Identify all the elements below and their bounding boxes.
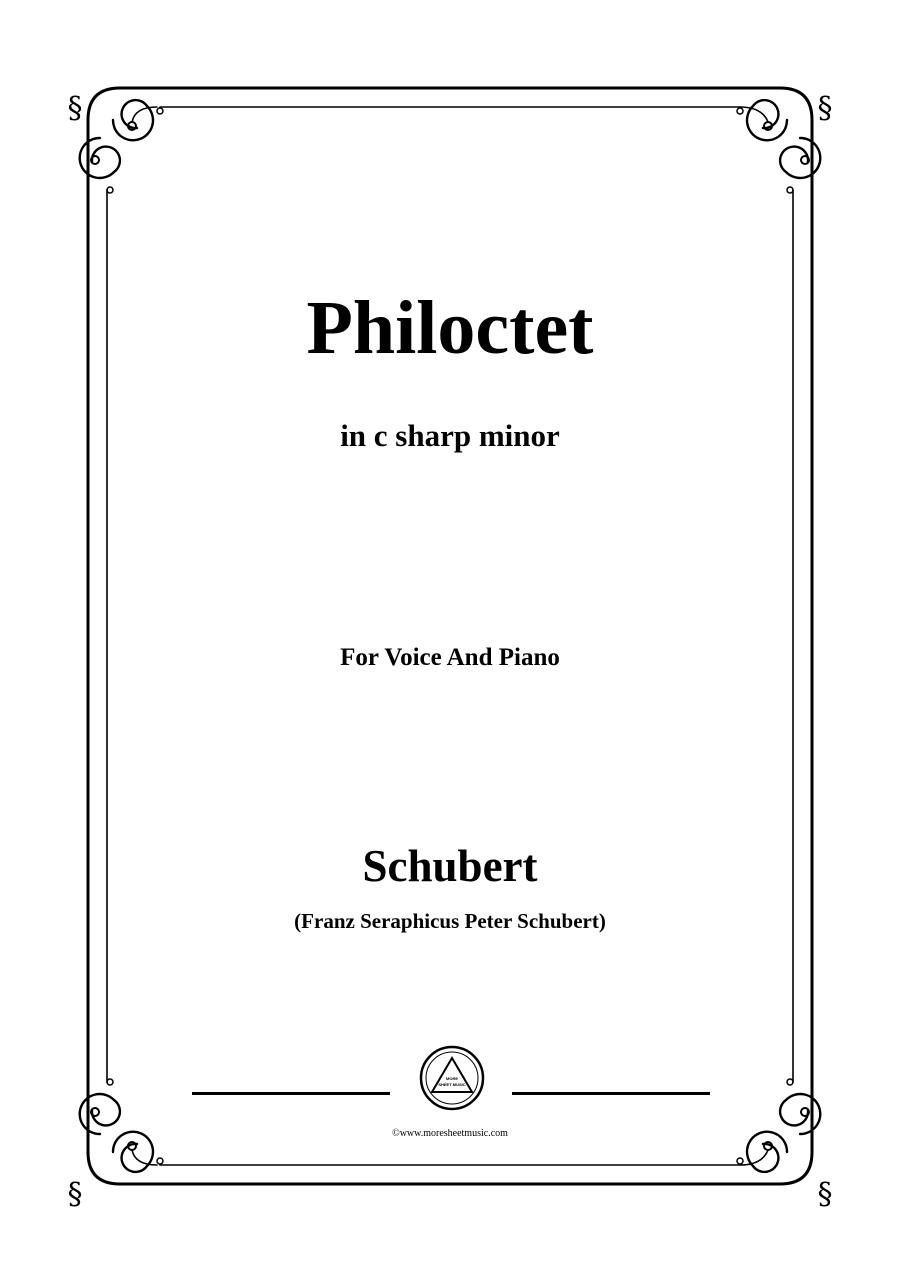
publisher-logo-icon: [418, 1044, 486, 1112]
composer-name: Schubert: [362, 841, 538, 891]
logo-text-top: MORE: [446, 1076, 458, 1081]
composer-full-name: (Franz Seraphicus Peter Schubert): [294, 909, 606, 933]
corner-flourish-icon: §: [67, 1177, 83, 1212]
publisher-website: ©www.moresheetmusic.com: [392, 1128, 508, 1139]
divider-right: [512, 1092, 710, 1095]
corner-flourish-icon: §: [67, 91, 83, 126]
divider-left: [192, 1092, 390, 1095]
key-subtitle: in c sharp minor: [340, 418, 560, 453]
corner-flourish-icon: §: [817, 1177, 833, 1212]
instrumentation-label: For Voice And Piano: [340, 644, 560, 671]
corner-flourish-icon: §: [817, 91, 833, 126]
page-title: Philoctet: [306, 286, 594, 370]
logo-text-middle: SHEET MUSIC: [438, 1082, 466, 1087]
